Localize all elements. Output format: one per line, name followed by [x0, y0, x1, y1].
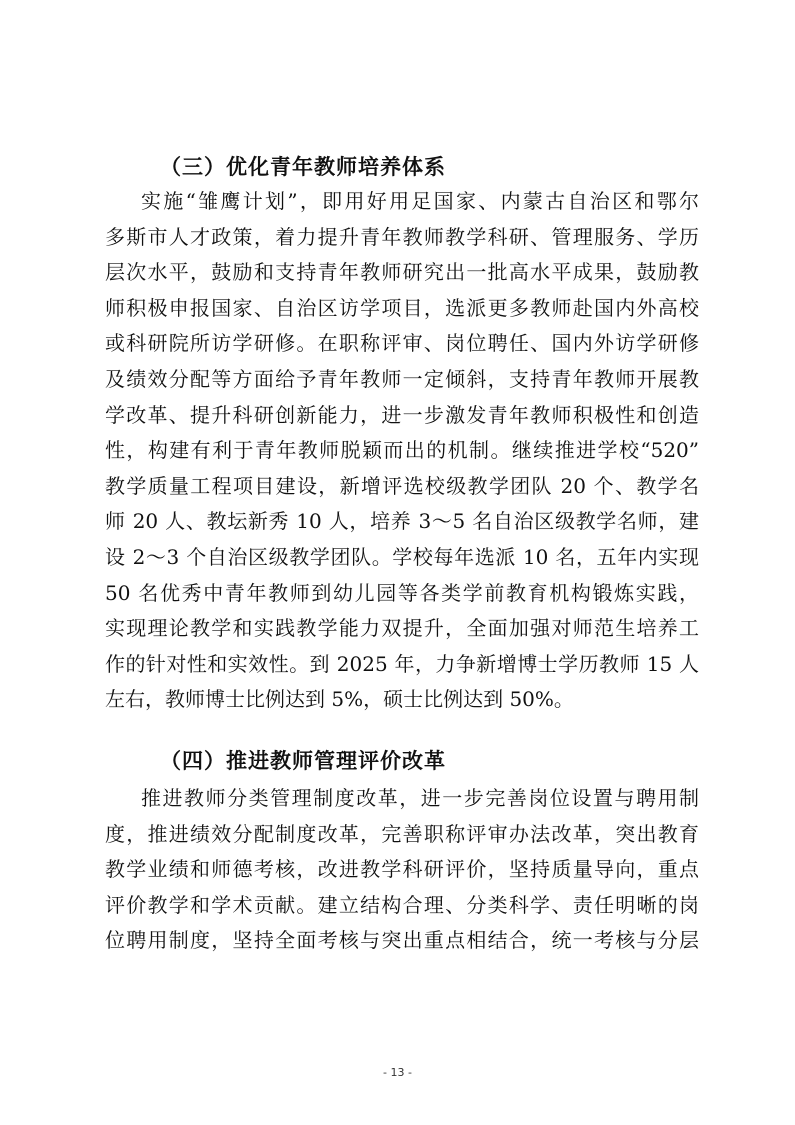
- paragraph-line: 实现理论教学和实践教学能力双提升，全面加强对师范生培养工: [105, 616, 699, 641]
- section-4-paragraph: [105, 781, 699, 959]
- paragraph-line: 教学业绩和师德考核，改进教学科研评价，坚持质量导向，重点: [105, 857, 699, 882]
- paragraph-line: 师积极申报国家、自治区访学项目，选派更多教师赴国内外高校: [105, 295, 699, 320]
- paragraph-line: 作的针对性和实效性。到 2025 年，力争新增博士学历教师 15 人: [105, 651, 699, 676]
- paragraph-line: 实施“雏鹰计划”，即用好用足国家、内蒙古自治区和鄂尔: [141, 189, 699, 213]
- section-3-paragraph: [105, 184, 699, 718]
- paragraph-line: 评价教学和学术贡献。建立结构合理、分类科学、责任明晰的岗: [105, 892, 699, 917]
- paragraph-line: 性，构建有利于青年教师脱颖而出的机制。继续推进学校“520”: [105, 438, 699, 463]
- paragraph-line: 层次水平，鼓励和支持青年教师研究出一批高水平成果，鼓励教: [105, 260, 699, 285]
- paragraph-line: 学改革、提升科研创新能力，进一步激发青年教师积极性和创造: [105, 402, 699, 427]
- paragraph-line: 及绩效分配等方面给予青年教师一定倾斜，支持青年教师开展教: [105, 366, 699, 391]
- paragraph-line: 左右，教师博士比例达到 5%，硕士比例达到 50%。: [105, 687, 574, 712]
- paragraph-line: 度，推进绩效分配制度改革，完善职称评审办法改革，突出教育: [105, 821, 699, 846]
- paragraph-line: 推进教师分类管理制度改革，进一步完善岗位设置与聘用制: [141, 786, 699, 810]
- section-heading-4: （四）推进教师管理评价改革: [160, 749, 446, 773]
- paragraph-line: 50 名优秀中青年教师到幼儿园等各类学前教育机构锻炼实践，: [105, 580, 699, 605]
- paragraph-line: 位聘用制度，坚持全面考核与突出重点相结合，统一考核与分层: [105, 928, 699, 953]
- paragraph-line: 或科研院所访学研修。在职称评审、岗位聘任、国内外访学研修: [105, 331, 699, 356]
- paragraph-line: 师 20 人、教坛新秀 10 人，培养 3～5 名自治区级教学名师，建: [105, 509, 699, 534]
- paragraph-line: 多斯市人才政策，着力提升青年教师教学科研、管理服务、学历: [105, 224, 699, 249]
- page-number: - 13 -: [383, 1066, 412, 1079]
- paragraph-line: 教学质量工程项目建设，新增评选校级教学团队 20 个、教学名: [105, 473, 699, 498]
- section-heading-3: （三）优化青年教师培养体系: [160, 155, 446, 179]
- paragraph-line: 设 2～3 个自治区级教学团队。学校每年选派 10 名，五年内实现: [105, 544, 699, 569]
